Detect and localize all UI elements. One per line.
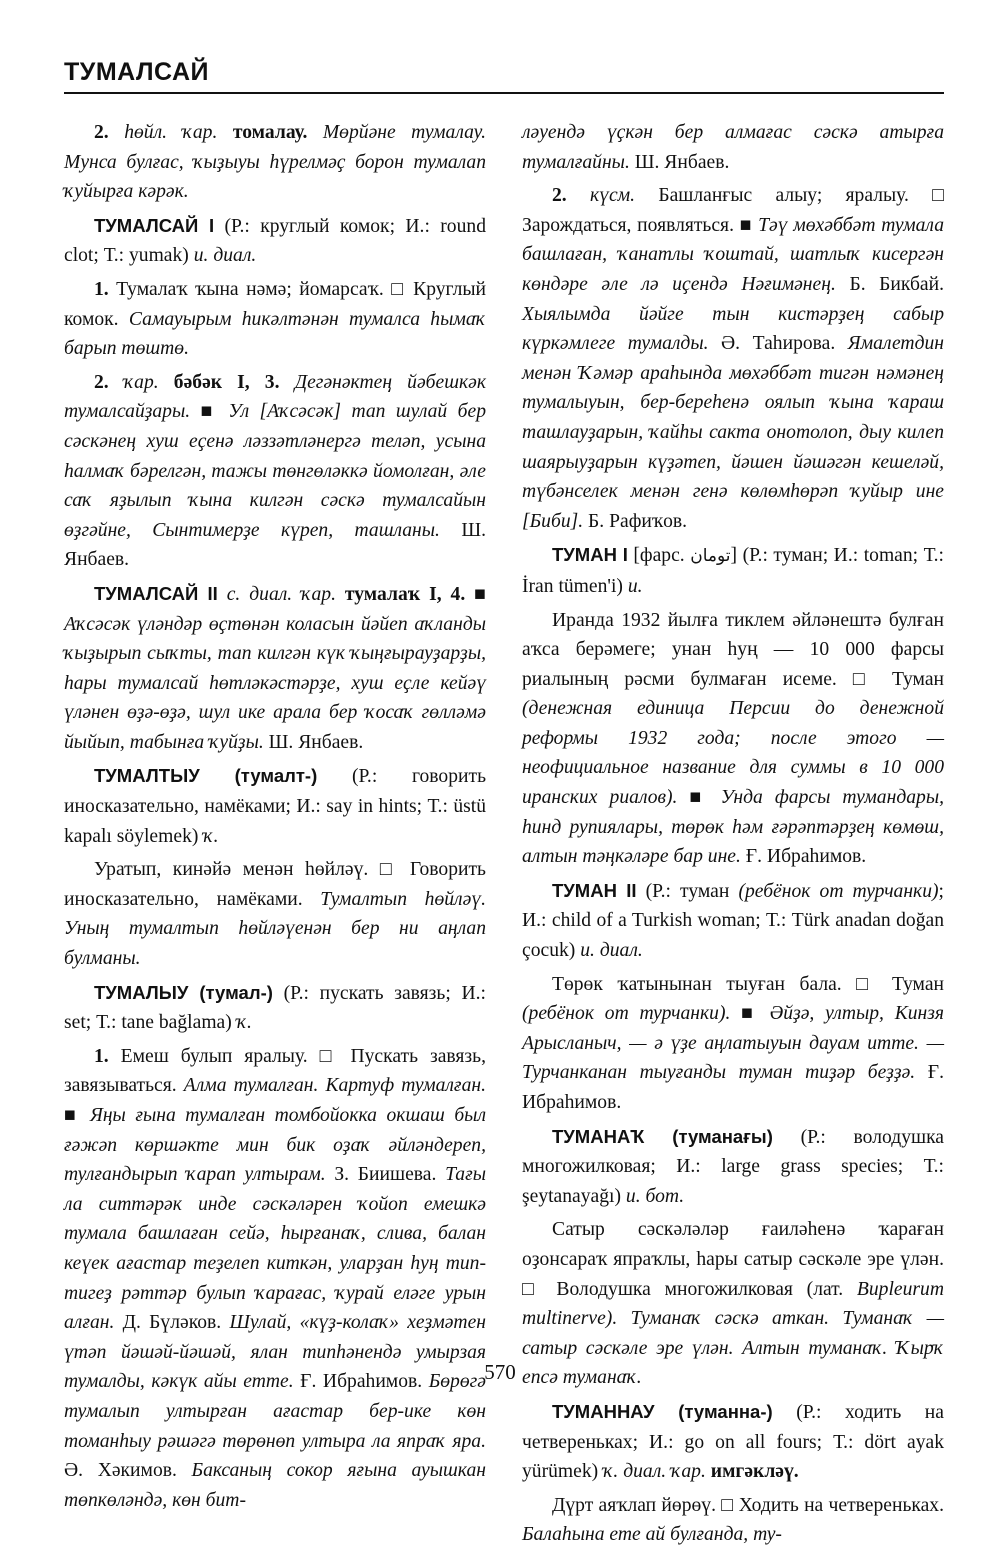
body-text xyxy=(280,372,295,393)
italic-text: Дегәнәктең йәбешкәк тумалсайҙары. xyxy=(64,371,487,423)
headword: ТУМАННАУ (туманна-) xyxy=(552,1400,773,1422)
bold-reference: 2. xyxy=(94,371,109,393)
italic-text: Баксаның сокор яғына ауышкан төпкөләндә, көн бит- xyxy=(64,1460,487,1511)
body-text: ■ xyxy=(730,1003,770,1025)
headword: ТУМАНАҠ (туманағы) xyxy=(552,1125,773,1147)
italic-text: (денежная единица Персии до денежной реформы 1932 года; после этого — неофициальное название для суммы в 10 000 иранских риалов). xyxy=(522,698,944,809)
body-text: (Р.: ходить на четвереньках; И.: go on all fours; Т.: dört ayak yürümek) xyxy=(522,1401,944,1483)
italic-text: Аҡсәсәк үләндәр өҫтөнән коласын йәйеп аҡланды ҡыҙырып сыҡты, тап килгән күк ҡыңғырауҙарҙы, һары тумалсай һөтләкәстәрҙе, хуш еҫле кейәү үләнен өҙә-өҙә, шул ике арала бер ҡосаҡ гөлләмә йыйып, табынға ҡуйҙы. xyxy=(64,613,486,753)
body-text xyxy=(218,584,227,605)
dictionary-entry xyxy=(64,978,486,1038)
body-text xyxy=(109,372,124,393)
headword: ТУМАЛСАЙ II xyxy=(94,582,218,604)
body-text: ■ xyxy=(465,583,486,605)
italic-text: (ребёнок от турчанки) xyxy=(738,880,939,902)
italic-text: с. диал. ҡар. xyxy=(226,583,336,605)
body-text xyxy=(159,372,174,393)
italic-text: Унда фарсы тумандары, һинд рупиялары, төрөк һәм ғәрәптәрҙең көмөш, алтын тәңкәләре бар ине. xyxy=(522,787,944,868)
body-text: З. Биишева. xyxy=(325,1164,446,1186)
dictionary-entry xyxy=(522,1397,944,1487)
dictionary-entry xyxy=(64,118,486,207)
body-text: (Р.: туман xyxy=(636,880,739,902)
dictionary-entry xyxy=(522,118,944,177)
body-text: Ғ. Ибраһимов. xyxy=(293,1371,429,1393)
body-text: Башланғыс алыу; яралыу. □ Зарождаться, появляться. ■ xyxy=(522,185,944,236)
italic-text: Балаһына ете ай булғанда, ту- xyxy=(522,1524,782,1546)
bold-reference: томалау. xyxy=(232,122,308,143)
italic-text: Әйҙә, ултыр, Кинзя Арысланыч, — ә үҙе аңлатыуын дауам итте. — Турчанканан тыуғанды туман тиҙәр беҙҙә. xyxy=(522,1003,944,1084)
headword: ТУМАЛТЫУ (тумалт-) xyxy=(94,765,318,787)
dictionary-entry xyxy=(522,1122,944,1212)
body-text: Емеш булып яралыу. □ Пускать завязь, завязываться. xyxy=(64,1045,486,1097)
dictionary-entry xyxy=(522,540,944,601)
headword: ТУМАН I xyxy=(552,544,628,566)
body-text: Ш. Янбаев. xyxy=(64,519,486,571)
body-text: Ш. Янбаев. xyxy=(629,151,730,173)
italic-text: ҡар. xyxy=(123,371,159,393)
italic-text: и. диал. xyxy=(580,940,643,962)
headword: ТУМАЛЫУ (тумал-) xyxy=(94,981,273,1003)
dictionary-entry xyxy=(64,855,486,973)
italic-text: Шулай, «күҙ-колаҡ» хеҙмәтен үтәп йәшәй-йәшәй, ялан типһәнендә умырзая тумалды, кәкүк айы етте. xyxy=(64,1312,486,1393)
bold-reference: имгәкләү. xyxy=(710,1461,799,1483)
body-text: ■ xyxy=(64,1105,90,1126)
body-text: Д. Бүләков. xyxy=(114,1312,230,1334)
italic-text: Хыялымда йәйге тын кистәрҙең сабыр күркәмлеге тумалды. xyxy=(522,303,944,355)
dictionary-entry xyxy=(522,181,944,536)
bold-reference: тумалаҡ I, 4. xyxy=(344,583,466,605)
dictionary-entry xyxy=(522,1491,944,1550)
running-head: ТУМАЛСАЙ xyxy=(64,58,210,86)
body-text: (Р.: говорить иносказательно, намёками; И.: say in hints; Т.: üstü kapalı söylemek) xyxy=(64,766,487,847)
bold-reference: 2. xyxy=(94,122,109,143)
body-text: Ә. Хәкимов. xyxy=(64,1460,192,1482)
body-text: [фарс. xyxy=(627,545,691,567)
headword: ТУМАЛСАЙ I xyxy=(94,214,215,236)
italic-text: Ул [Аҡсәсәк] тап шулай бер сәскәнең хуш еҫенә ләззәтләнергә теләп, усына һалмаҡ бәрелгән, тажы төнгөләккә йомолған, әле саҡ яҙылып ҡына килгән сәскә тумалсайын өҙгәйне, Сынтимерҙе күреп, ташланы. xyxy=(64,401,486,541)
italic-text: Самауырым һикәлтәнән тумалса һымаҡ барып төштө. xyxy=(64,308,486,360)
dictionary-entry xyxy=(522,970,944,1118)
body-text: Уратып, кинәйә менән һөйләү. □ Говорить иносказательно, намёками. xyxy=(64,859,486,910)
header-rule xyxy=(64,92,944,94)
italic-text: (ребёнок от турчанки). xyxy=(522,1003,731,1025)
italic-text: Bupleurum multinerve). xyxy=(522,1278,944,1330)
italic-text: и. диал. xyxy=(193,245,257,267)
body-text: Төрөк ҡатынынан тыуған бала. □ Туман xyxy=(552,973,944,995)
body-text: ■ xyxy=(677,787,721,809)
body-text xyxy=(307,122,323,143)
dictionary-entry xyxy=(64,368,486,575)
body-text xyxy=(617,1308,630,1329)
page-number: 570 xyxy=(484,1360,516,1384)
body-text xyxy=(109,122,125,143)
body-text: Дүрт аяҡлап йөрөү. □ Ходить на четвереньках. xyxy=(552,1494,944,1516)
body-text: (Р.: володушка многожилковая; И.: large grass species; Т.: şeytanayağı) xyxy=(522,1126,944,1207)
italic-text: Туманаҡ сәскә аткан. Туманаҡ — сатыр сәскәле эре үлән. Алтын туманаҡ. Ҡырҡ епсә туманаҡ. xyxy=(522,1308,944,1389)
body-text: Ш. Янбаев. xyxy=(263,731,364,753)
italic-text: Бөрөгә тумалып ултырған ағастар бер-ике көн томанһыу рәшәгә төрөнөп ултыра ла япраҡ яра. xyxy=(64,1371,486,1452)
arabic-script: تومان xyxy=(690,546,731,567)
italic-text: ҡ. xyxy=(203,825,219,847)
italic-text: Тумалтып һөйләү. Уның тумалтып һөйләүенән бер ни аңлап булманы. xyxy=(64,888,486,970)
body-text xyxy=(336,584,345,605)
right-column xyxy=(522,118,944,1550)
italic-text: и. бот. xyxy=(625,1185,685,1207)
body-text: (Р.: круглый комок; И.: round clot; Т.: yumak) xyxy=(64,215,486,267)
italic-text: ҡ. xyxy=(236,1012,252,1034)
body-text: Б. Бикбай. xyxy=(835,273,945,295)
italic-text: Ямалетдин менән Ҡәмәр араһында мөхәббәт тигән нәмәнең тумалыуын, бер-береһенә оялып ҡына ҡараш ташлауҙарын, ҡайһы сакта онотолоп, дыу килеп шаярыуҙарын күҙәтеп, йәшен йәшәгән кешеләй, түбәнселек менән генә көлөмһөрәп ҡуйыр ине [Биби]. xyxy=(522,333,944,532)
dictionary-entry xyxy=(522,876,944,966)
italic-text: күсм. xyxy=(589,185,636,207)
body-text xyxy=(567,185,590,206)
dictionary-entry xyxy=(64,275,486,364)
dictionary-entry xyxy=(64,1042,486,1516)
dictionary-entry xyxy=(64,579,486,758)
bold-reference: бәбәк I, 3. xyxy=(173,371,280,393)
italic-text: Алма тумалған. Картуф тумалған. xyxy=(183,1075,486,1097)
italic-text: Мөрйәне тумалау. Мунса булғас, ҡыҙыуы һүрелмәҫ борон тумалап ҡуйырға кәрәк. xyxy=(64,122,487,203)
italic-text: Тағы ла ситтәрәк инде сәскәләрен ҡойоп емешкә тумала башлаған сейә, һырғанаҡ, слива, балан кеүек ағастар теҙелеп киткән, уларҙан һуң тип-тигеҙ рәттәр булып ҡарағас, ҡурай еләге урын алған. xyxy=(64,1164,486,1334)
italic-text: и. xyxy=(627,575,643,597)
body-text: Ғ. Ибраһимов. xyxy=(522,1062,944,1113)
body-text: ■ xyxy=(190,401,229,423)
dictionary-entry xyxy=(64,211,486,271)
italic-text: Яңы ғына тумалған томбойокка окшаш был ғәжәп көршәкте мин бик оҙаҡ әйләндереп, тулғандырып ҡарап ултырам. xyxy=(64,1105,486,1186)
italic-text: Тәү мөхәббәт тумала башлаған, ҡанатлы ҡоштай, шатлыҡ кисергән көндәре әле лә иҫендә Нәғимәнең. xyxy=(522,214,944,295)
body-text: ; И.: child of a Turkish woman; Т.: Türk anadan doğan çocuk) xyxy=(522,880,944,962)
body-text: (Р.: пускать завязь; И.: set; Т.: tane bağlama) xyxy=(64,982,486,1034)
body-text xyxy=(217,122,233,143)
bold-reference: 1. xyxy=(94,1045,109,1067)
dictionary-entry xyxy=(64,761,486,851)
bold-reference: 1. xyxy=(94,278,109,300)
body-text: Сатыр сәскәләләр ғаиләһенә ҡараған оҙонсараҡ япраҡлы, һары сатыр сәскәле эре үлән. □ Володушка многожилковая (лат. xyxy=(522,1219,944,1300)
body-text: Тумалаҡ ҡына нәмә; йомарсаҡ. □ Круглый комок. xyxy=(64,278,486,330)
body-text: Иранда 1932 йылға тиклем әйләнештә булған аҡса берәмеге; унан һуң — 10 000 фарсы риалының рәсми булмаған исеме. □ Туман xyxy=(522,609,944,690)
bold-reference: 2. xyxy=(552,185,567,207)
italic-text: һөйл. ҡар. xyxy=(124,122,218,143)
italic-text: ҡ. диал. ҡар. xyxy=(603,1461,706,1483)
body-text: Ғ. Ибраһимов. xyxy=(740,846,867,868)
body-text: ] (Р.: туман; И.: toman; Т.: İran tümen'i) xyxy=(522,545,945,597)
left-column xyxy=(64,118,486,1515)
body-text: Б. Рафиҡов. xyxy=(583,510,688,532)
headword: ТУМАН II xyxy=(552,879,637,901)
italic-text: ләуендә үҫкән бер алмағас сәскә атырға тумалғайны. xyxy=(522,122,944,173)
body-text: Ә. Таһирова. xyxy=(708,333,848,355)
dictionary-entry xyxy=(522,606,944,872)
